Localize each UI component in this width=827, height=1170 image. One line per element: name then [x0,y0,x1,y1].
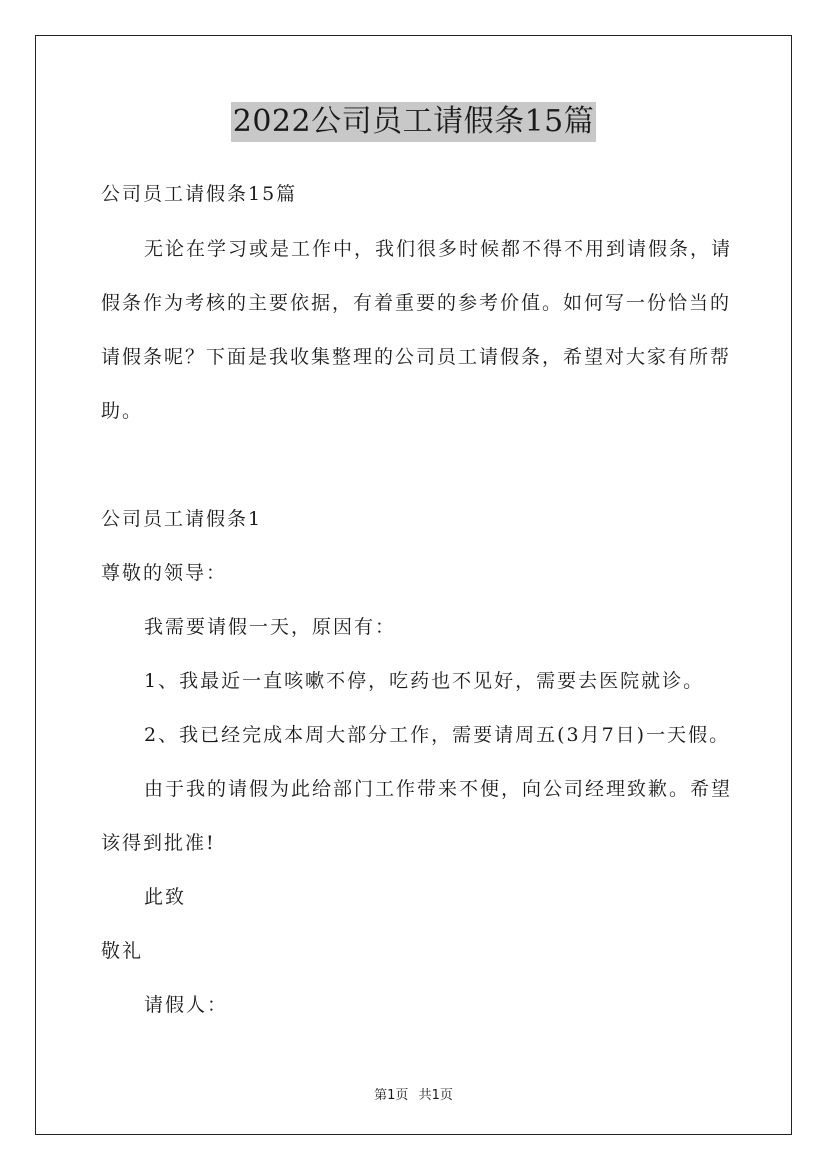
body-line-5: 该得到批准! [101,832,216,854]
closing-line-2: 敬礼 [101,940,144,962]
document-title: 2022公司员工请假条15篇 [231,102,597,142]
body-line-3: 2、我已经完成本周大部分工作，需要请周五(3月7日)一天假。 [144,724,731,746]
signer-line: 请假人： [144,994,229,1016]
salutation: 尊敬的领导： [101,562,228,584]
intro-line-2: 假条作为考核的主要依据，有着重要的参考价值。如何写一份恰当的 [101,292,732,314]
body-line-2: 1、我最近一直咳嗽不停，吃药也不见好，需要去医院就诊。 [144,670,705,692]
intro-line-3: 请假条呢？下面是我收集整理的公司员工请假条，希望对大家有所帮 [101,346,732,368]
title-container [0,102,827,142]
page-number: 第1页 [374,1088,409,1103]
page-footer [0,1084,827,1103]
body-line-1: 我需要请假一天，原因有： [144,616,397,638]
document-subtitle: 公司员工请假条15篇 [101,183,298,205]
body-line-4: 由于我的请假为此给部门工作带来不便，向公司经理致歉。希望 [144,778,733,800]
intro-line-1: 无论在学习或是工作中，我们很多时候都不得不用到请假条，请 [144,238,733,260]
closing-line-1: 此致 [144,886,187,908]
page-total: 共1页 [418,1088,453,1103]
section-heading: 公司员工请假条1 [101,508,263,530]
intro-line-4: 助。 [101,400,144,422]
